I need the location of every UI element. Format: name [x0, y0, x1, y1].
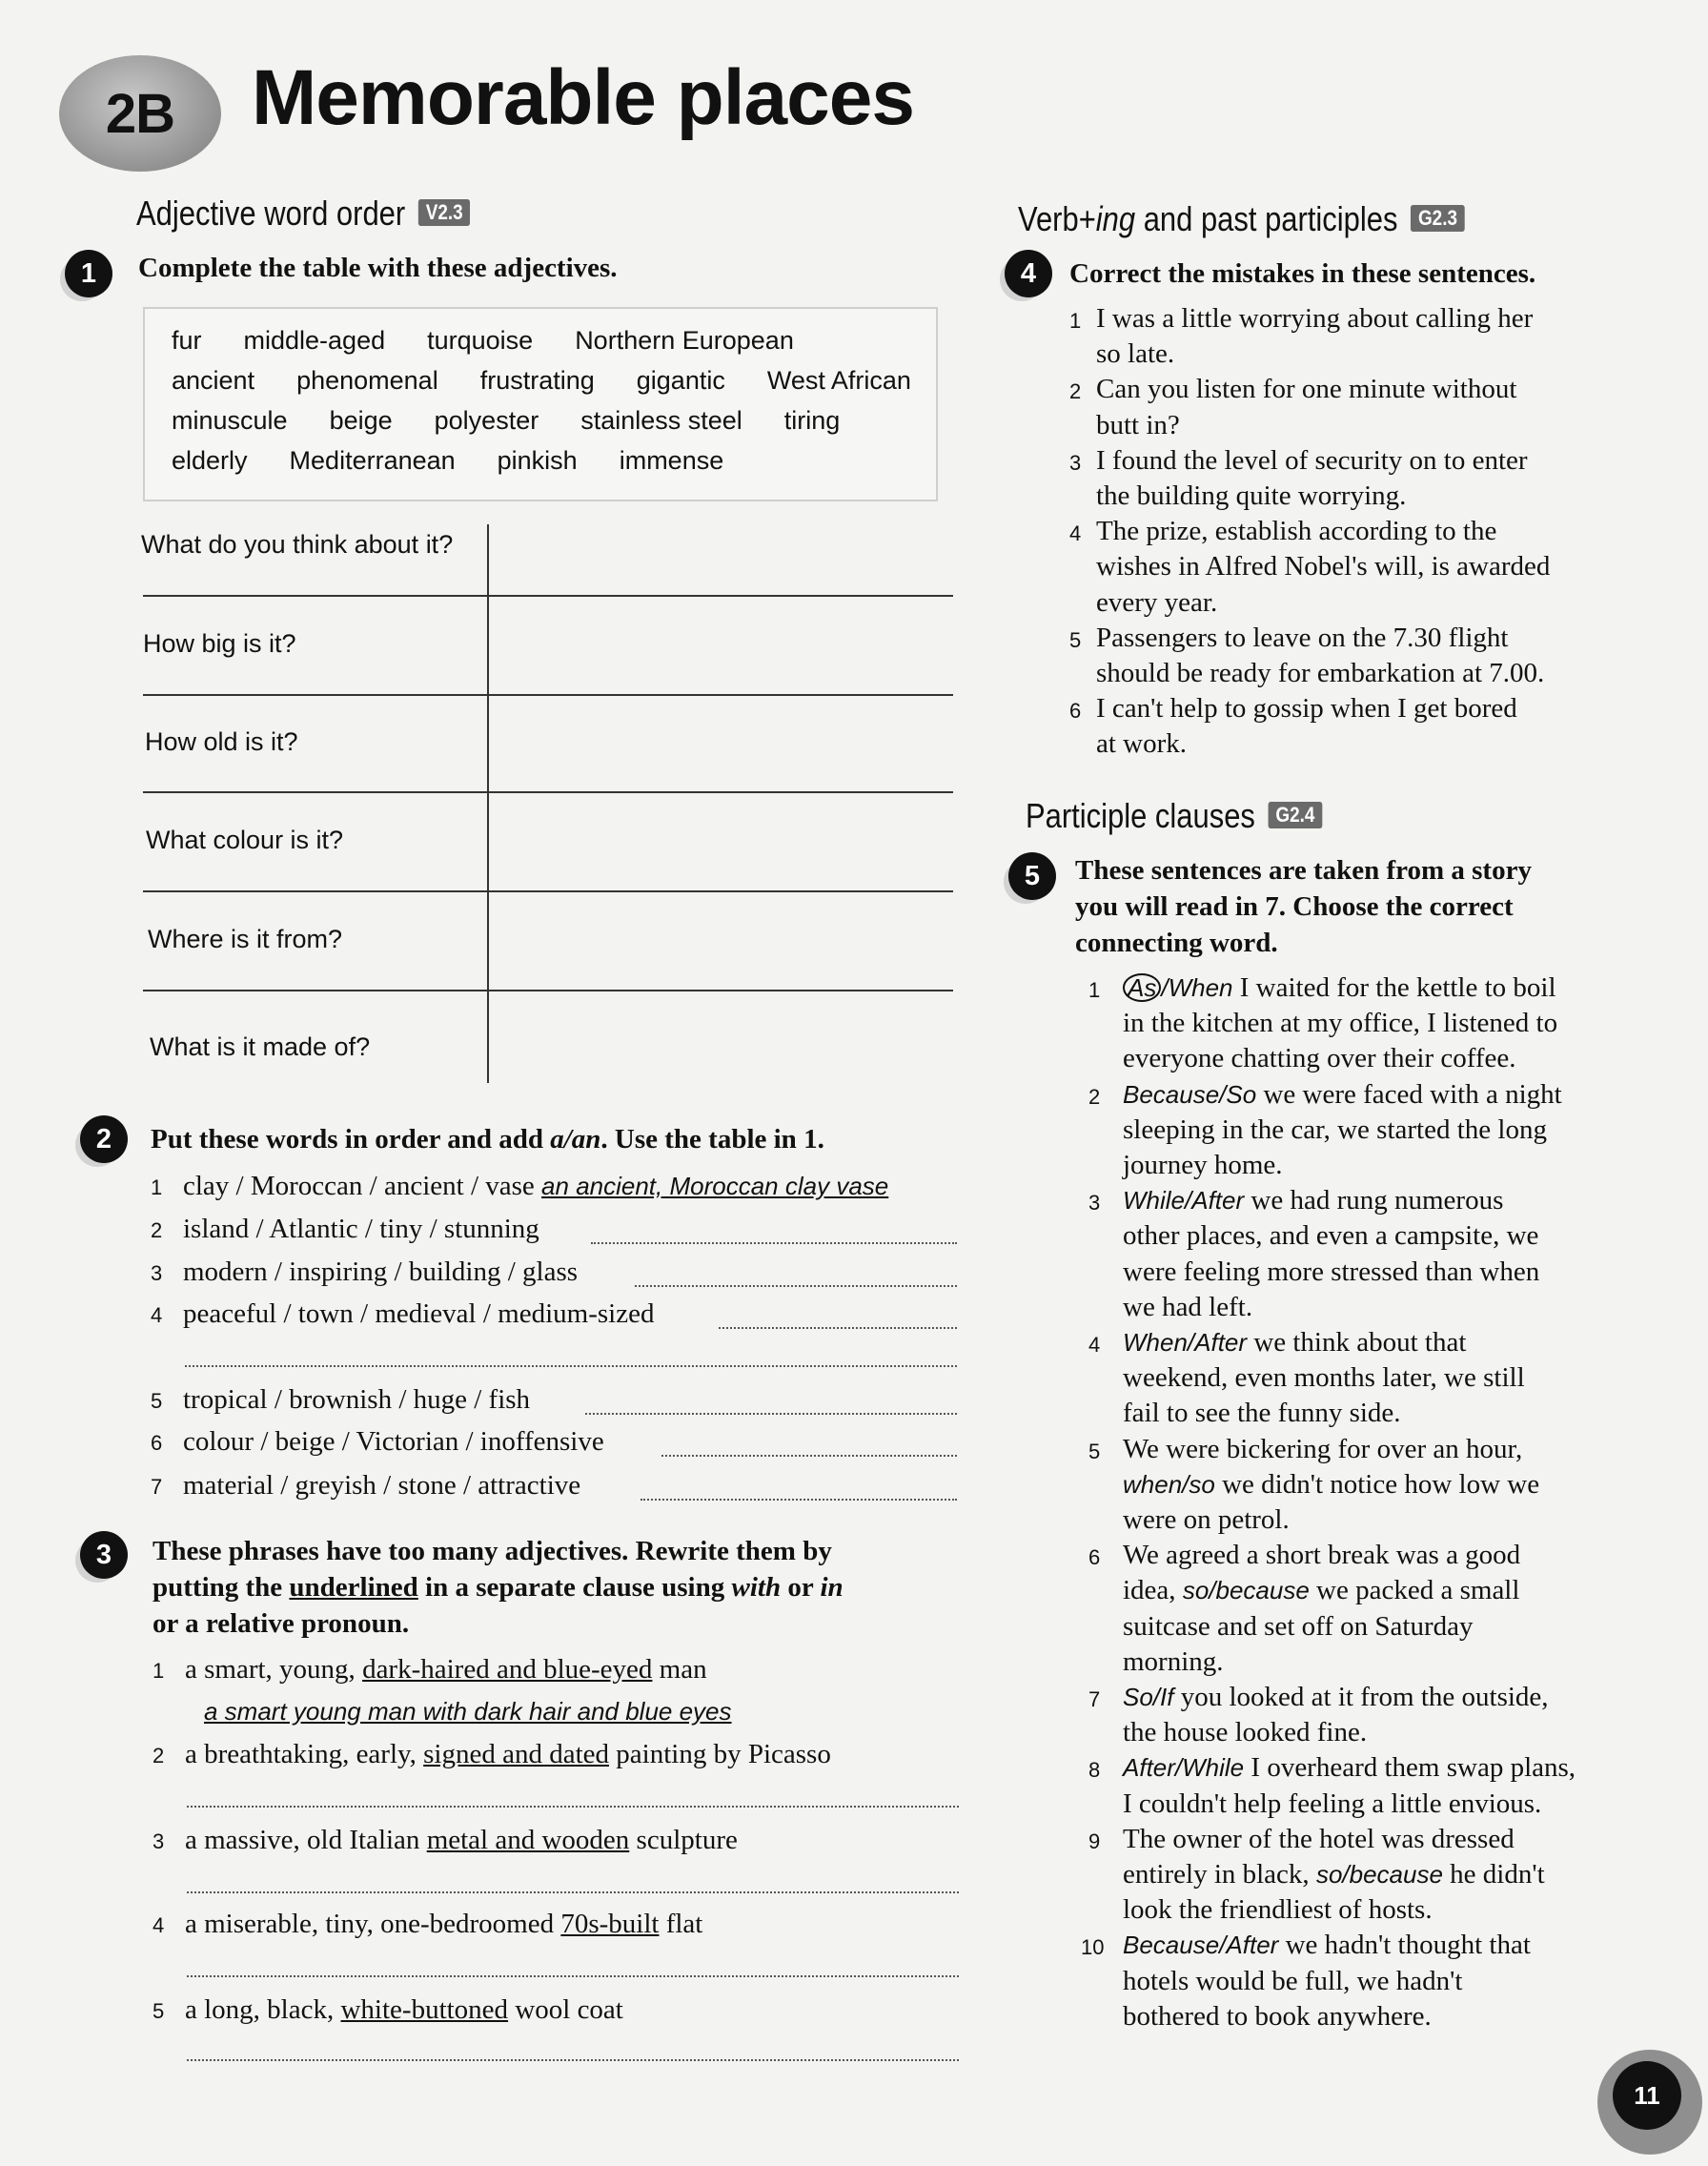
option-word: Because/So [1123, 1079, 1257, 1109]
adjective-word: immense [619, 446, 724, 475]
answer-line[interactable] [640, 1499, 957, 1501]
item-text-part: you looked at it from the outside, [1173, 1682, 1549, 1712]
item-line: were on petrol. [1123, 1504, 1290, 1535]
item-text [1096, 691, 1630, 762]
item-line: butt in? [1096, 409, 1180, 440]
adjective-word: Northern European [575, 326, 794, 355]
list-item: 1 clay / Moroccan / ancient / vase an ancient, Moroccan clay vase [151, 1171, 889, 1201]
item-text [1123, 1750, 1657, 1821]
example-answer: an ancient, Moroccan clay vase [541, 1172, 889, 1200]
item-text [1123, 1538, 1657, 1680]
item-text-part: we had rung numerous [1244, 1185, 1504, 1216]
adjective-word: pinkish [497, 446, 578, 475]
item-text [1123, 1680, 1657, 1750]
page-title: Memorable places [252, 54, 914, 141]
exercise-number-2: 2 [80, 1115, 128, 1163]
item-line: Passengers to leave on the 7.30 flight [1096, 622, 1509, 653]
item-text-part: we didn't notice how low we [1214, 1468, 1540, 1500]
item-number: 10 [1081, 1935, 1105, 1960]
item-line [1123, 1467, 1657, 1502]
option-word: when/so [1123, 1469, 1215, 1499]
exercise-5-instruction: These sentences are taken from a story you will read in 7. Choose the correct connecting word. [1075, 855, 1532, 958]
circled-answer: As [1123, 973, 1161, 1002]
item-text [1123, 1077, 1657, 1184]
item-line: We agreed a short break was a good [1123, 1540, 1521, 1571]
list-item: 2 island / Atlantic / tiny / stunning [151, 1214, 539, 1244]
option-word: While/After [1123, 1186, 1245, 1216]
exercise-number-5: 5 [1008, 852, 1056, 900]
word-row [172, 446, 765, 476]
item-number: 3 [1069, 450, 1082, 475]
word-row [172, 326, 836, 356]
item-line: journey home. [1123, 1150, 1283, 1180]
exercise-4-list [1069, 301, 1641, 759]
option-word: so/because [1315, 1860, 1443, 1889]
example-answer: a smart young man with dark hair and blue eyes [204, 1697, 732, 1726]
adjective-word: West African [766, 366, 911, 395]
adjective-word: polyester [434, 406, 539, 435]
table-question: How big is it? [143, 629, 296, 658]
item-line: bothered to book anywhere. [1123, 2000, 1432, 2032]
answer-line[interactable] [187, 1975, 959, 1977]
option-word: /When [1161, 973, 1233, 1002]
list-item: 2 a breathtaking, early, signed and dated painting by Picasso [152, 1739, 831, 1769]
answer-line[interactable] [187, 1891, 959, 1893]
reference-tag: G2.3 [1411, 205, 1465, 232]
answer-line[interactable] [187, 1806, 959, 1808]
exercise-3-instruction: These phrases have too many adjectives. Rewrite them by putting the underlined in a separate clause using with or in or a relative pronoun. [152, 1536, 844, 1639]
list-item [1069, 691, 1641, 762]
list-item [1088, 1680, 1679, 1750]
table-rule [143, 595, 953, 597]
list-item [1081, 1928, 1679, 2034]
item-line: Can you listen for one minute without [1096, 374, 1517, 405]
item-text-part: we packed a small [1309, 1575, 1520, 1606]
answer-line[interactable] [187, 2059, 959, 2061]
item-number: 2 [1069, 379, 1082, 404]
item-line [1123, 1077, 1657, 1113]
table-rule [143, 890, 953, 892]
item-line: everyone chatting over their coffee. [1123, 1043, 1516, 1074]
item-number: 9 [1088, 1829, 1101, 1853]
adjective-word: beige [329, 406, 393, 435]
list-item: 5 tropical / brownish / huge / fish [151, 1384, 531, 1415]
section-heading-adjective-order: Adjective word order V2.3 [136, 196, 470, 231]
table-rule [143, 990, 953, 991]
item-text-part: idea, [1123, 1575, 1183, 1606]
list-item: 1 a smart, young, dark-haired and blue-eyed man [152, 1654, 707, 1685]
item-text [1123, 1928, 1657, 2034]
list-item: 3 modern / inspiring / building / glass [151, 1257, 579, 1287]
exercise-number-4: 4 [1005, 250, 1052, 297]
list-item [1088, 971, 1679, 1077]
item-number: 4 [1069, 521, 1082, 546]
unit-badge [59, 55, 221, 172]
adjective-word-box [143, 307, 938, 501]
exercise-number-1: 1 [65, 250, 112, 297]
table-question: What colour is it? [146, 826, 344, 854]
item-line: The prize, establish according to the [1096, 516, 1497, 547]
adjective-word: phenomenal [296, 366, 438, 395]
item-line: at work. [1096, 728, 1188, 760]
item-line [1123, 1750, 1657, 1786]
option-word: Because/After [1123, 1931, 1279, 1960]
item-line: so late. [1096, 338, 1175, 370]
table-divider [487, 524, 489, 1083]
answer-line[interactable] [635, 1285, 957, 1287]
exercise-4-instruction: Correct the mistakes in these sentences. [1069, 258, 1536, 289]
item-number: 6 [1069, 699, 1082, 724]
item-number: 1 [1069, 309, 1082, 333]
item-line: look the friendliest of hosts. [1123, 1894, 1433, 1926]
item-text [1096, 372, 1630, 442]
list-item [1069, 621, 1641, 691]
item-text-part: we hadn't thought that [1278, 1930, 1531, 1961]
answer-line[interactable] [661, 1455, 957, 1457]
adjective-word: minuscule [172, 406, 288, 435]
option-word: When/After [1123, 1328, 1248, 1357]
item-text-part: entirely in black, [1123, 1859, 1316, 1890]
adjective-word: frustrating [479, 366, 595, 395]
option-word: so/because [1182, 1576, 1310, 1605]
list-item [1069, 301, 1641, 372]
item-line [1123, 1680, 1657, 1715]
table-question: What is it made of? [150, 1032, 371, 1061]
item-number: 3 [1088, 1191, 1101, 1216]
item-line: morning. [1123, 1645, 1224, 1677]
option-word: After/While [1123, 1753, 1245, 1783]
list-item [1088, 1750, 1679, 1821]
list-item [1088, 1538, 1679, 1680]
answer-line[interactable] [585, 1413, 957, 1415]
item-line: should be ready for embarkation at 7.00. [1096, 658, 1545, 688]
item-line [1123, 1573, 1657, 1608]
item-text-part: I waited for the kettle to boil [1232, 972, 1556, 1003]
item-text-part: he didn't [1442, 1859, 1545, 1890]
list-item [1069, 443, 1641, 514]
adjective-word: elderly [172, 446, 248, 475]
exercise-1-instruction: Complete the table with these adjectives. [138, 253, 618, 283]
section-heading-participle-clauses: Participle clauses G2.4 [1026, 799, 1322, 833]
table-rule [143, 694, 953, 696]
list-item: 7 material / greyish / stone / attractive [151, 1470, 581, 1501]
exercise-2-instruction: Put these words in order and add a/an. Use the table in 1. [151, 1124, 824, 1155]
adjective-word: turquoise [427, 326, 534, 355]
item-text-part: I overheard them swap plans, [1244, 1752, 1576, 1784]
item-line: The owner of the hotel was dressed [1123, 1823, 1515, 1854]
item-line: suitcase and set off on Saturday [1123, 1610, 1474, 1642]
table-question: Where is it from? [148, 925, 343, 953]
item-line: were feeling more stressed than when [1123, 1256, 1540, 1287]
item-text [1096, 301, 1630, 372]
list-item [1088, 1183, 1679, 1325]
table-question: How old is it? [145, 727, 298, 756]
list-item [1088, 1077, 1679, 1184]
unit-number: 2B [105, 82, 175, 145]
adjective-word: Mediterranean [289, 446, 456, 475]
item-line: in the kitchen at my office, I listened to [1123, 1008, 1558, 1039]
item-line: I couldn't help feeling a little envious. [1123, 1788, 1542, 1819]
item-line [1123, 1928, 1657, 1963]
exercise-5-list [1081, 971, 1679, 2038]
item-line: I can't help to gossip when I get bored [1096, 693, 1517, 725]
item-line: we had left. [1123, 1291, 1253, 1322]
word-row [172, 366, 953, 396]
item-text [1123, 1822, 1657, 1929]
item-text [1096, 621, 1630, 691]
item-number: 8 [1088, 1758, 1101, 1783]
item-number: 7 [1088, 1687, 1101, 1711]
table-rule [143, 791, 953, 793]
item-line [1123, 1183, 1657, 1218]
item-number: 2 [1088, 1084, 1101, 1109]
list-item [1088, 1432, 1679, 1539]
item-text-part: we think about that [1247, 1327, 1467, 1358]
item-line: the house looked fine. [1123, 1717, 1368, 1748]
adjective-word: ancient [172, 366, 255, 395]
item-line: other places, and even a campsite, we [1123, 1220, 1539, 1252]
item-line [1123, 1857, 1657, 1892]
item-text [1123, 1325, 1657, 1432]
list-item [1069, 372, 1641, 442]
list-item: 5 a long, black, white-buttoned wool coat [152, 1994, 623, 2025]
item-text [1096, 443, 1630, 514]
item-line: fail to see the funny side. [1123, 1398, 1401, 1429]
item-text [1123, 1432, 1657, 1539]
item-line: I found the level of security on to enter [1096, 444, 1528, 476]
table-question: What do you think about it? [141, 530, 454, 559]
item-number: 1 [1088, 978, 1101, 1002]
item-number: 6 [1088, 1545, 1101, 1570]
list-item: 4 peaceful / town / medieval / medium-sized [151, 1298, 655, 1329]
item-text [1123, 1183, 1657, 1325]
word-row [172, 406, 882, 436]
list-item: 3 a massive, old Italian metal and wooden sculpture [152, 1825, 738, 1855]
answer-line[interactable] [185, 1365, 957, 1367]
item-line: every year. [1096, 586, 1218, 618]
reference-tag: G2.4 [1269, 802, 1323, 828]
adjective-word: tiring [783, 406, 841, 435]
item-number: 5 [1069, 627, 1082, 652]
option-word: So/If [1123, 1683, 1174, 1711]
list-item: 6 colour / beige / Victorian / inoffensive [151, 1426, 604, 1457]
list-item [1088, 1325, 1679, 1432]
item-text-part: we were faced with a night [1256, 1078, 1562, 1110]
item-line: weekend, even months later, we still [1123, 1362, 1525, 1394]
answer-line[interactable] [719, 1327, 957, 1329]
item-line: We were bickering for over an hour, [1123, 1433, 1523, 1464]
adjective-word: stainless steel [580, 406, 742, 435]
list-item: 4 a miserable, tiny, one-bedroomed 70s-built flat [152, 1909, 703, 1939]
item-line: sleeping in the car, we started the long [1123, 1114, 1547, 1145]
adjective-word: gigantic [636, 366, 725, 395]
item-line [1123, 1325, 1657, 1360]
exercise-number-3: 3 [80, 1531, 128, 1579]
item-line: the building quite worrying. [1096, 480, 1407, 511]
list-item [1088, 1822, 1679, 1929]
item-line: hotels would be full, we hadn't [1123, 1965, 1463, 1996]
reference-tag: V2.3 [418, 199, 470, 226]
section-heading-verb-ing: Verb+ing and past participles G2.3 [1018, 202, 1465, 236]
item-line: wishes in Alfred Nobel's will, is awarded [1096, 551, 1551, 582]
item-line [1123, 971, 1657, 1006]
item-text [1096, 514, 1630, 621]
item-number: 4 [1088, 1333, 1101, 1357]
item-line: I was a little worrying about calling her [1096, 303, 1534, 334]
answer-line[interactable] [591, 1242, 957, 1244]
item-text [1123, 971, 1657, 1077]
adjective-word: middle-aged [243, 326, 386, 355]
page-number: 11 [1613, 2061, 1681, 2130]
adjective-word: fur [172, 326, 202, 355]
list-item [1069, 514, 1641, 621]
item-number: 5 [1088, 1439, 1101, 1463]
